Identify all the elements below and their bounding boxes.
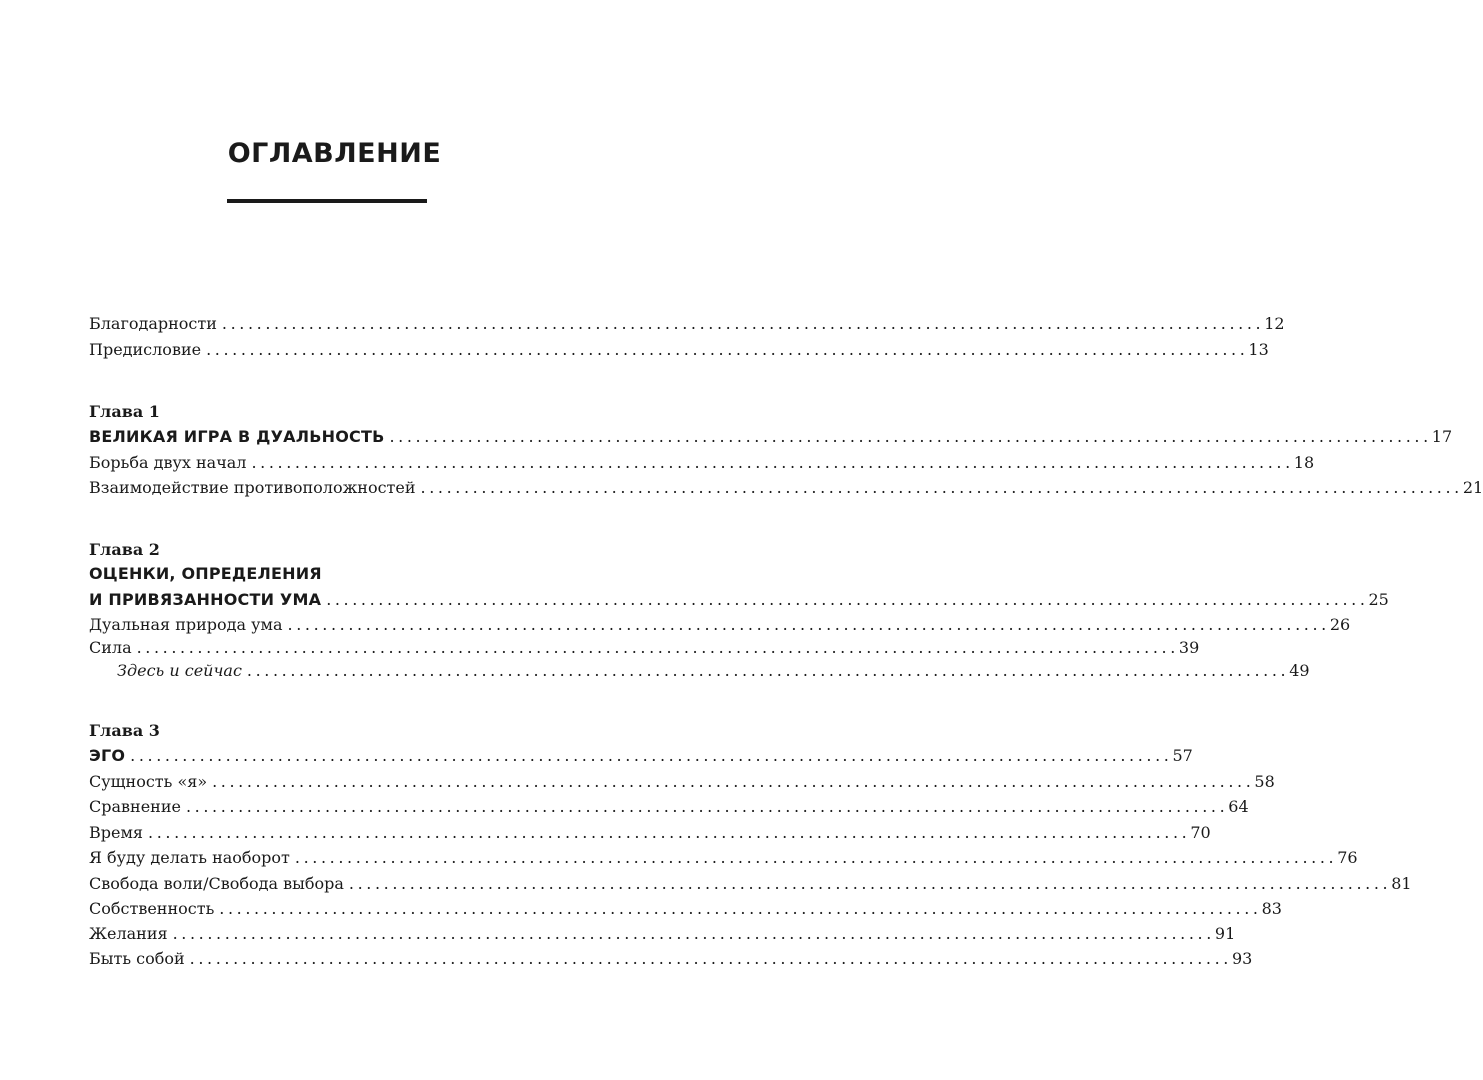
toc-entry-text: Сравнение — [89, 797, 181, 816]
chapter-heading-text: И ПРИВЯЗАННОСТИ УМА — [89, 590, 322, 609]
toc-page-number: 12 — [1264, 314, 1285, 333]
toc-page-number: 81 — [1391, 874, 1412, 893]
toc-entry — [89, 478, 1483, 502]
toc-page-number: 13 — [1248, 340, 1269, 359]
toc-entry-text: Быть собой — [89, 949, 185, 968]
toc-entry — [89, 638, 1200, 662]
toc-entry — [89, 823, 1211, 847]
chapter-1-heading — [89, 427, 1453, 451]
dot-leader: ........................................................................................................................ — [348, 874, 1392, 893]
toc-entry-text: Сущность «я» — [89, 772, 208, 791]
toc-page-number: 18 — [1293, 453, 1315, 472]
chapter-1-label: Глава 1 — [89, 402, 160, 421]
toc-page-number: 91 — [1214, 924, 1236, 943]
toc-entry-text: Собственность — [89, 899, 215, 918]
toc-page-number: 83 — [1261, 899, 1282, 918]
toc-entry-text: Дуальная природа ума — [89, 615, 283, 634]
dot-leader: ........................................................................................................................ — [148, 823, 1191, 842]
chapter-heading-text: ЭГО — [89, 746, 126, 765]
chapter-2-heading-line1: ОЦЕНКИ, ОПРЕДЕЛЕНИЯ — [89, 564, 322, 583]
dot-leader: ........................................................................................................................ — [389, 427, 1432, 446]
toc-entry-text: Я буду делать наоборот — [89, 848, 290, 867]
toc-page-number: 26 — [1329, 615, 1351, 634]
chapter-2-label: Глава 2 — [89, 540, 160, 559]
toc-entry-text: Взаимодействие противоположностей — [89, 478, 416, 497]
toc-page-number: 76 — [1337, 848, 1358, 867]
toc-entry-text: Благодарности — [89, 314, 217, 333]
toc-page-number: 93 — [1231, 949, 1253, 968]
toc-entry-text: Борьба двух начал — [89, 453, 247, 472]
chapter-3-heading — [89, 746, 1193, 770]
dot-leader: ........................................................................................................................ — [420, 478, 1463, 497]
toc-entry-acknowledgements — [89, 314, 1285, 338]
toc-page-number: 49 — [1289, 661, 1310, 680]
dot-leader: ........................................................................................................................ — [206, 340, 1249, 359]
toc-page-number: 58 — [1254, 772, 1275, 791]
chapter-3-label: Глава 3 — [89, 721, 160, 740]
toc-entry — [89, 924, 1236, 948]
dot-leader: ........................................................................................................................ — [287, 615, 1330, 634]
toc-entry — [89, 772, 1275, 796]
toc-entry-text: Свобода воли/Свобода выбора — [89, 874, 344, 893]
toc-entry — [89, 874, 1412, 898]
toc-entry — [89, 848, 1358, 872]
toc-entry — [89, 949, 1253, 973]
toc-entry — [89, 899, 1282, 923]
chapter-heading-text: ВЕЛИКАЯ ИГРА В ДУАЛЬНОСТЬ — [89, 427, 385, 446]
dot-leader: ........................................................................................................................ — [189, 949, 1232, 968]
toc-page-number: 17 — [1431, 427, 1453, 446]
toc-entry-text: Сила — [89, 638, 132, 657]
toc-page-number: 57 — [1172, 746, 1193, 765]
dot-leader: ........................................................................................................................ — [251, 453, 1294, 472]
dot-leader: ........................................................................................................................ — [185, 797, 1229, 816]
dot-leader: ........................................................................................................................ — [212, 772, 1255, 791]
dot-leader: ........................................................................................................................ — [130, 746, 1173, 765]
toc-entry — [89, 615, 1351, 639]
toc-entry-text: Время — [89, 823, 144, 842]
toc-subentry — [117, 661, 1310, 685]
dot-leader: ........................................................................................................................ — [172, 924, 1215, 943]
toc-page-number: 25 — [1368, 590, 1389, 609]
toc-entry-text: Желания — [89, 924, 168, 943]
chapter-2-heading — [89, 590, 1389, 614]
dot-leader: ........................................................................................................................ — [219, 899, 1262, 918]
toc-entry-text: Здесь и сейчас — [117, 661, 242, 680]
dot-leader: ........................................................................................................................ — [221, 314, 1265, 333]
page-title: ОГЛАВЛЕНИЕ — [227, 138, 442, 169]
dot-leader: ........................................................................................................................ — [246, 661, 1290, 680]
toc-page-number: 39 — [1178, 638, 1200, 657]
toc-entry — [89, 797, 1249, 821]
dot-leader: ........................................................................................................................ — [294, 848, 1338, 867]
toc-entry-preface — [89, 340, 1269, 364]
toc-page-number: 70 — [1190, 823, 1211, 842]
toc-page-number: 21 — [1462, 478, 1483, 497]
toc-page-number: 64 — [1228, 797, 1249, 816]
dot-leader: ........................................................................................................................ — [136, 638, 1179, 657]
toc-entry — [89, 453, 1315, 477]
toc-entry-text: Предисловие — [89, 340, 202, 359]
dot-leader: ........................................................................................................................ — [326, 590, 1369, 609]
title-underline — [227, 199, 427, 203]
